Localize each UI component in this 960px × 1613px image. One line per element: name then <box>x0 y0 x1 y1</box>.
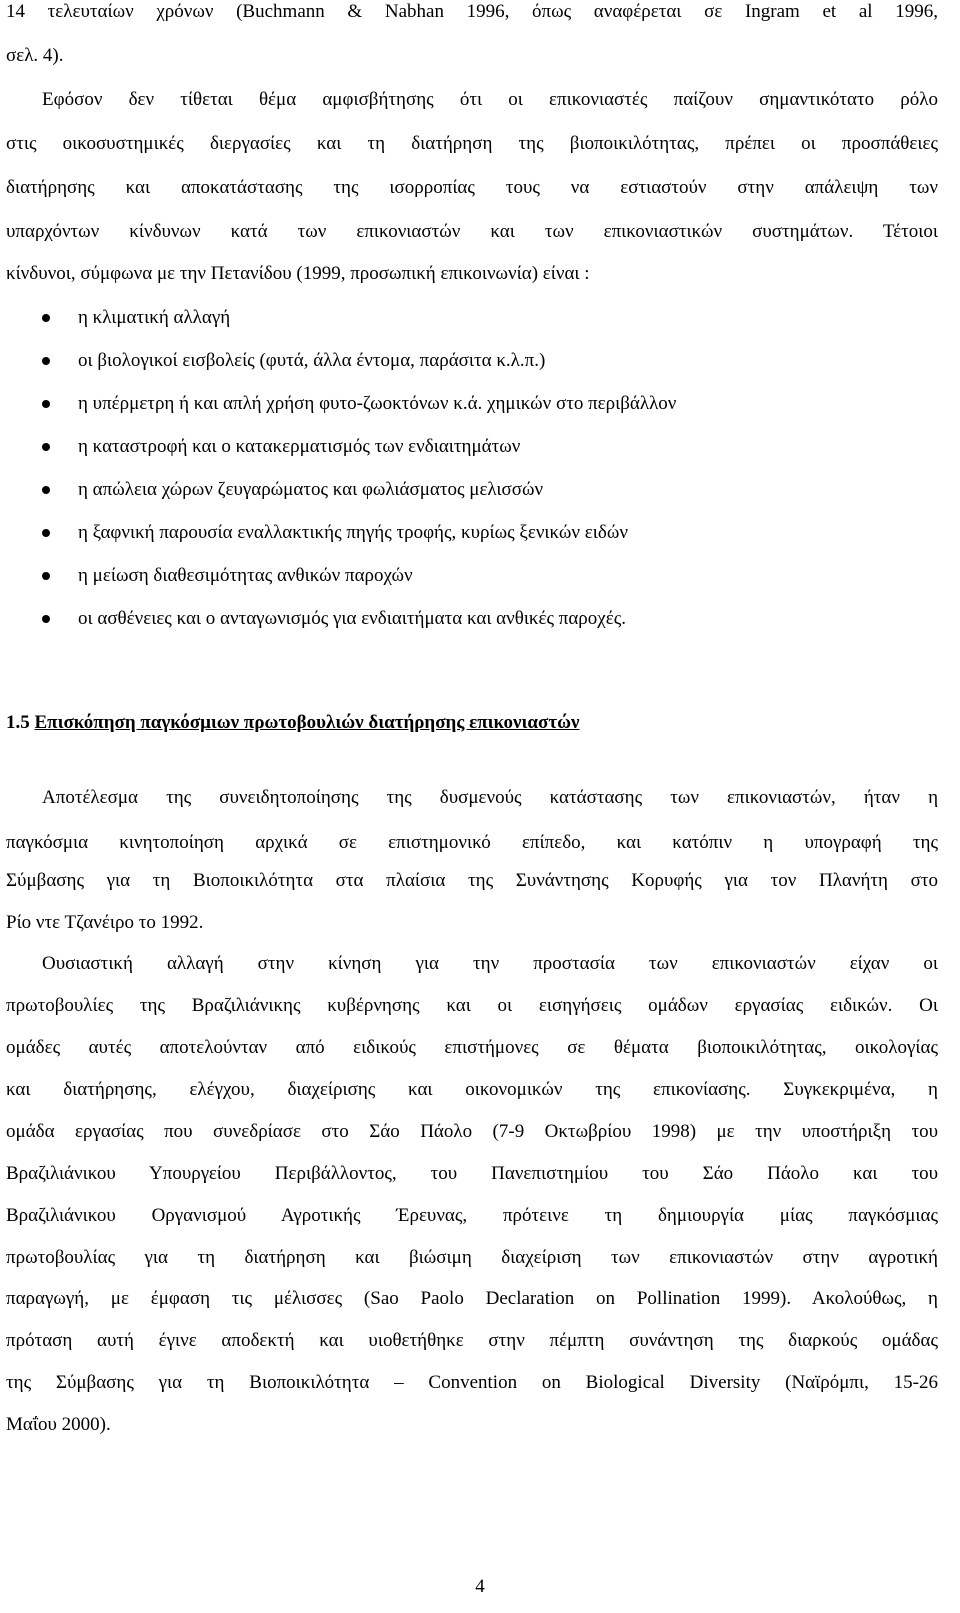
bullet-icon <box>42 400 50 408</box>
paragraph-line: της Σύμβασης για τη Βιοποικιλότητα – Convention on Biological Diversity (Ναϊρόμπι, 15-26 <box>6 1372 938 1393</box>
bullet-icon <box>42 486 50 494</box>
paragraph-line: πρόταση αυτή έγινε αποδεκτή και υιοθετήθηκε στην πέμπτη συνάντηση της διαρκούς ομάδας <box>6 1330 938 1351</box>
intro-line: 14 τελευταίων χρόνων (Buchmann & Nabhan 1996, όπως αναφέρεται σε Ingram et al 1996, <box>6 1 938 22</box>
list-item-text: οι βιολογικοί εισβολείς (φυτά, άλλα έντομα, παράσιτα κ.λ.π.) <box>78 350 546 371</box>
paragraph-line: πρωτοβουλίες της Βραζιλιάνικης κυβέρνησης και οι εισηγήσεις ομάδων εργασίας ειδικών. Οι <box>6 995 938 1016</box>
paragraph-line: παραγωγή, με έμφαση τις μέλισσες (Sao Paolo Declaration on Pollination 1999). Ακολούθως, η <box>6 1288 938 1309</box>
paragraph-line: Βραζιλιάνικου Υπουργείου Περιβάλλοντος, του Πανεπιστημίου του Σάο Πάολο και του <box>6 1163 938 1184</box>
paragraph-line: Αποτέλεσμα της συνειδητοποίησης της δυσμενούς κατάστασης των επικονιαστών, ήταν η <box>42 787 938 808</box>
section-heading <box>6 711 579 735</box>
list-item-text: η απώλεια χώρων ζευγαρώματος και φωλιάσματος μελισσών <box>78 479 544 500</box>
intro-line: στις οικοσυστημικές διεργασίες και τη διατήρηση της βιοποικιλότητας, πρέπει οι προσπάθειες <box>6 133 938 154</box>
page-number: 4 <box>475 1576 485 1597</box>
list-item-text: η ξαφνική παρουσία εναλλακτικής πηγής τροφής, κυρίως ξενικών ειδών <box>78 522 628 543</box>
bullet-icon <box>42 314 50 322</box>
section-title: Επισκόπηση παγκόσμιων πρωτοβουλιών διατήρησης επικονιαστών <box>34 712 580 733</box>
paragraph-line: Μαΐου 2000). <box>6 1414 111 1435</box>
list-item-text: η υπέρμετρη ή και απλή χρήση φυτο-ζωοκτόνων κ.ά. χημικών στο περιβάλλον <box>78 393 677 414</box>
paragraph-line: παγκόσμια κινητοποίηση αρχικά σε επιστημονικό επίπεδο, και κατόπιν η υπογραφή της <box>6 832 938 853</box>
paragraph-line: και διατήρησης, ελέγχου, διαχείρισης και οικονομικών της επικονίασης. Συγκεκριμένα, η <box>6 1079 938 1100</box>
bullet-icon <box>42 615 50 623</box>
intro-line: Εφόσον δεν τίθεται θέμα αμφισβήτησης ότι οι επικονιαστές παίζουν σημαντικότατο ρόλο <box>42 89 938 110</box>
intro-line: σελ. 4). <box>6 45 64 66</box>
section-number: 1.5 <box>6 712 30 733</box>
bullet-icon <box>42 357 50 365</box>
bullet-icon <box>42 572 50 580</box>
list-item-text: η καταστροφή και ο κατακερματισμός των ενδιαιτημάτων <box>78 436 521 457</box>
intro-line: υπαρχόντων κίνδυνων κατά των επικονιαστών και των επικονιαστικών συστημάτων. Τέτοιοι <box>6 221 938 242</box>
list-item-text: η μείωση διαθεσιμότητας ανθικών παροχών <box>78 565 413 586</box>
paragraph-line: Σύμβασης για τη Βιοποικιλότητα στα πλαίσια της Συνάντησης Κορυφής για τον Πλανήτη στο <box>6 870 938 891</box>
list-item-text: η κλιματική αλλαγή <box>78 307 231 328</box>
paragraph-line: Ουσιαστική αλλαγή στην κίνηση για την προστασία των επικονιαστών είχαν οι <box>42 953 938 974</box>
paragraph-line: ομάδα εργασίας που συνεδρίασε στο Σάο Πάολο (7-9 Οκτωβρίου 1998) με την υποστήριξη του <box>6 1121 938 1142</box>
paragraph-line: Βραζιλιάνικου Οργανισμού Αγροτικής Έρευνας, πρότεινε τη δημιουργία μίας παγκόσμιας <box>6 1205 938 1226</box>
paragraph-line: πρωτοβουλίας για τη διατήρηση και βιώσιμη διαχείριση των επικονιαστών στην αγροτική <box>6 1247 938 1268</box>
paragraph-line: ομάδες αυτές αποτελούνταν από ειδικούς επιστήμονες σε θέματα βιοποικιλότητας, οικολογίας <box>6 1037 938 1058</box>
intro-line: διατήρησης και αποκατάστασης της ισορροπίας τους να εστιαστούν στην απάλειψη των <box>6 177 938 198</box>
intro-line: κίνδυνοι, σύμφωνα με την Πετανίδου (1999, προσωπική επικοινωνία) είναι : <box>6 263 590 284</box>
paragraph-line: Ρίο ντε Τζανέιρο το 1992. <box>6 912 204 933</box>
bullet-icon <box>42 529 50 537</box>
bullet-icon <box>42 443 50 451</box>
list-item-text: οι ασθένειες και ο ανταγωνισμός για ενδιαιτήματα και ανθικές παροχές. <box>78 608 626 629</box>
